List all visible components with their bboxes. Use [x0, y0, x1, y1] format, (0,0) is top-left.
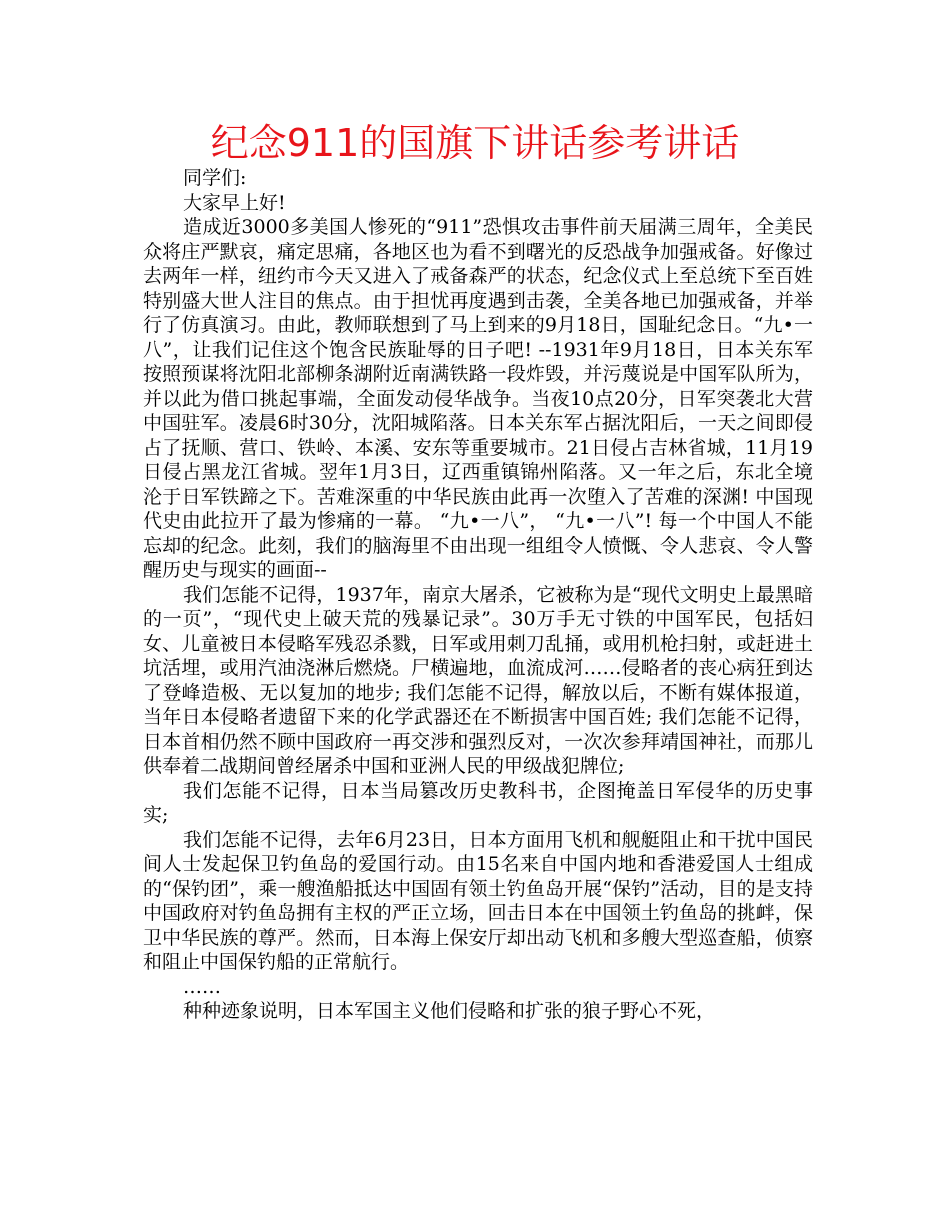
- paragraph-ellipsis: ……: [183, 975, 221, 998]
- paragraph-salutation: 同学们:: [183, 167, 247, 189]
- document-title: 纪念911的国旗下讲话参考讲话: [210, 121, 740, 165]
- paragraph-greeting: 大家早上好!: [183, 191, 286, 214]
- document-body: [143, 166, 813, 1024]
- paragraph-nanjing: 我们怎能不记得，1937年，南京大屠杀，它被称为是“现代文明史上最黑暗的一页”，“现代史上破天荒的残暴记录”。30万手无寸铁的中国军民，包括妇女、儿童被日本侵略军残忍杀戮，日军或用刺刀乱捅，或用机枪扫射，或赶进土坑活埋，或用汽油浇淋后燃烧。尸横遍地，血流成河……侵略者的丧心病狂到达了登峰造极、无以复加的地步; 我们怎能不记得，解放以后，不断有媒体报道，当年日本侵略者遗留下来的化学武器还在不断损害中国百姓; 我们怎能不记得，日本首相仍然不顾中国政府一再交涉和强烈反对，一次次参拜靖国神社，而那儿供奉着二战期间曾经屠杀中国和亚洲人民的甲级战犯牌位;: [143, 583, 813, 777]
- paragraph-conclusion: 种种迹象说明，日本军国主义他们侵略和扩张的狼子野心不死，: [183, 1000, 716, 1022]
- paragraph-diaoyu: 我们怎能不记得，去年6月23日，日本方面用飞机和舰艇阻止和干扰中国民间人士发起保卫钓鱼岛的爱国行动。由15名来自中国内地和香港爱国人士组成的“保钓团”，乘一艘渔船抵达中国固有领土钓鱼岛开展“保钓”活动，目的是支持中国政府对钓鱼岛拥有主权的严正立场，回击日本在中国领土钓鱼岛的挑衅，保卫中华民族的尊严。然而，日本海上保安厅却出动飞机和多艘大型巡查船，侦察和阻止中国保钓船的正常航行。: [143, 828, 813, 973]
- paragraph-textbook: 我们怎能不记得，日本当局篡改历史教科书，企图掩盖日军侵华的历史事实;: [143, 779, 813, 826]
- paragraph-intro: 造成近3000多美国人惨死的“911”恐惧攻击事件前天届满三周年，全美民众将庄严默哀，痛定思痛，各地区也为看不到曙光的反恐战争加强戒备。好像过去两年一样，纽约市今天又进入了戒备森严的状态，纪念仪式上至总统下至百姓特别盛大世人注目的焦点。由于担忧再度遇到击袭，全美各地已加强戒备，并举行了仿真演习。由此，教师联想到了马上到来的9月18日，国耻纪念日。“九•一八”，让我们记住这个饱含民族耻辱的日子吧! --1931年9月18日，日本关东军按照预谋将沈阳北部柳条湖附近南满铁路一段炸毁，并污蔑说是中国军队所为，并以此为借口挑起事端，全面发动侵华战争。当夜10点20分，日军突袭北大营中国驻军。凌晨6时30分，沈阳城陷落。日本关东军占据沈阳后，一天之间即侵占了抚顺、营口、铁岭、本溪、安东等重要城市。21日侵占吉林省城，11月19日侵占黑龙江省城。翌年1月3日，辽西重镇锦州陷落。又一年之后，东北全境沦于日军铁蹄之下。苦难深重的中华民族由此再一次堕入了苦难的深渊! 中国现代史由此拉开了最为惨痛的一幕。 “九•一八”， “九•一八”! 每一个中国人不能忘却的纪念。此刻，我们的脑海里不由出现一组组令人愤慨、令人悲哀、令人警醒历史与现实的画面--: [143, 216, 813, 581]
